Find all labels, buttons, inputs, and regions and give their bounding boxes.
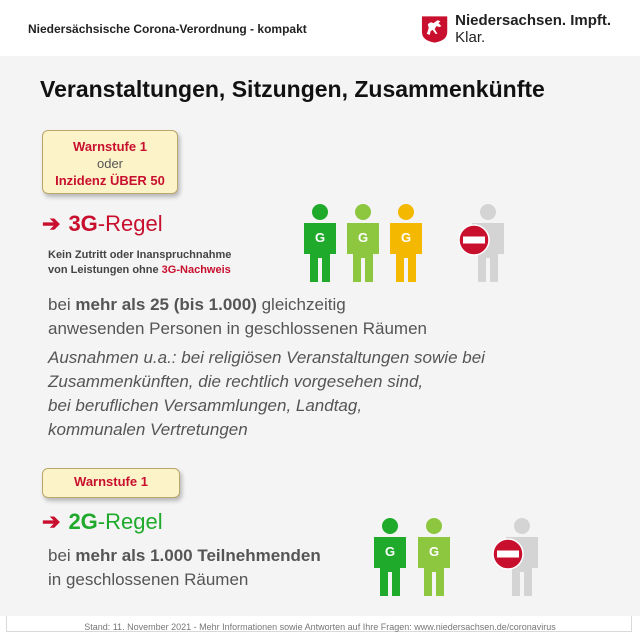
- footer: Stand: 11. November 2021 - Mehr Informationen sowie Antworten auf Ihre Fragen: www.niedersachsen.de/coronavirus: [84, 622, 556, 632]
- badge-inzidenz: Inzidenz ÜBER 50: [55, 173, 165, 188]
- person-g-yellow-icon: [386, 202, 426, 284]
- main-content: [0, 56, 640, 616]
- text-a: bei: [48, 546, 76, 565]
- warnstufe-badge-2: [42, 468, 180, 498]
- 3g-condition: [48, 293, 427, 341]
- text-b: mehr als 1.000 Teilnehmenden: [75, 546, 321, 565]
- badge-warnstufe: Warnstufe 1: [73, 139, 147, 154]
- exception-line-4: kommunalen Vertretungen: [48, 420, 248, 439]
- arrow-right-icon: ➔: [42, 509, 61, 534]
- header-bar: [0, 0, 640, 56]
- person-no-entry-icon: [488, 516, 548, 598]
- person-g-lightgreen-icon: [343, 202, 383, 284]
- g-label: G: [314, 230, 326, 245]
- person-g-green-icon: [300, 202, 340, 284]
- header-title: Niedersächsische Corona-Verordnung - kompakt: [28, 22, 307, 36]
- horse-logo-icon: [420, 14, 449, 44]
- 2g-condition-line-2: in geschlossenen Räumen: [48, 570, 249, 589]
- brand-tail: Klar.: [455, 29, 486, 46]
- brand: [420, 14, 640, 44]
- exception-line-2: Zusammenkünften, die rechtlich vorgesehen sind,: [48, 372, 424, 391]
- rule-3g: [42, 211, 163, 237]
- rule-3g-suffix: -Regel: [97, 211, 163, 236]
- badge-oder: oder: [96, 156, 124, 171]
- page-heading: Veranstaltungen, Sitzungen, Zusammenkünfte: [40, 76, 545, 102]
- brand-text: [455, 12, 640, 46]
- rule-2g-prefix: 2G: [68, 509, 98, 534]
- g-label: G: [400, 230, 412, 245]
- rule-2g: [42, 509, 163, 535]
- rule-2g-suffix: -Regel: [97, 509, 163, 534]
- text-a: bei: [48, 295, 76, 314]
- note-line-1: Kein Zutritt oder Inanspruchnahme: [48, 249, 232, 261]
- text-c: gleichzeitig: [256, 295, 346, 314]
- 3g-condition-line-1: [48, 293, 427, 317]
- person-g-green-icon: [370, 516, 410, 598]
- note-line-2a: von Leistungen ohne: [48, 264, 162, 276]
- rule-3g-prefix: 3G: [68, 211, 98, 236]
- warnstufe-badge-1: [42, 130, 178, 194]
- text-b: mehr als 25 (bis 1.000): [75, 295, 257, 314]
- g-label: G: [357, 230, 369, 245]
- g-label: G: [384, 544, 396, 559]
- exceptions-text: [48, 346, 485, 442]
- exception-line-3: bei beruflichen Versammlungen, Landtag,: [48, 396, 363, 415]
- note-line-2b: 3G-Nachweis: [161, 264, 231, 276]
- person-g-lightgreen-icon: [414, 516, 454, 598]
- 2g-condition: [48, 544, 321, 592]
- brand-bold: Impft.: [570, 12, 612, 29]
- 2g-condition-line-1: [48, 544, 321, 568]
- person-no-entry-icon: [454, 202, 514, 284]
- 3g-condition-line-2: anwesenden Personen in geschlossenen Räumen: [48, 319, 427, 338]
- 3g-note: [48, 248, 231, 278]
- badge-warnstufe-2: Warnstufe 1: [74, 474, 148, 489]
- exception-line-1: Ausnahmen u.a.: bei religiösen Veranstaltungen sowie bei: [48, 348, 485, 367]
- brand-main: Niedersachsen.: [455, 12, 567, 29]
- note-line-2: [48, 263, 231, 278]
- arrow-right-icon: ➔: [42, 211, 61, 236]
- g-label: G: [428, 544, 440, 559]
